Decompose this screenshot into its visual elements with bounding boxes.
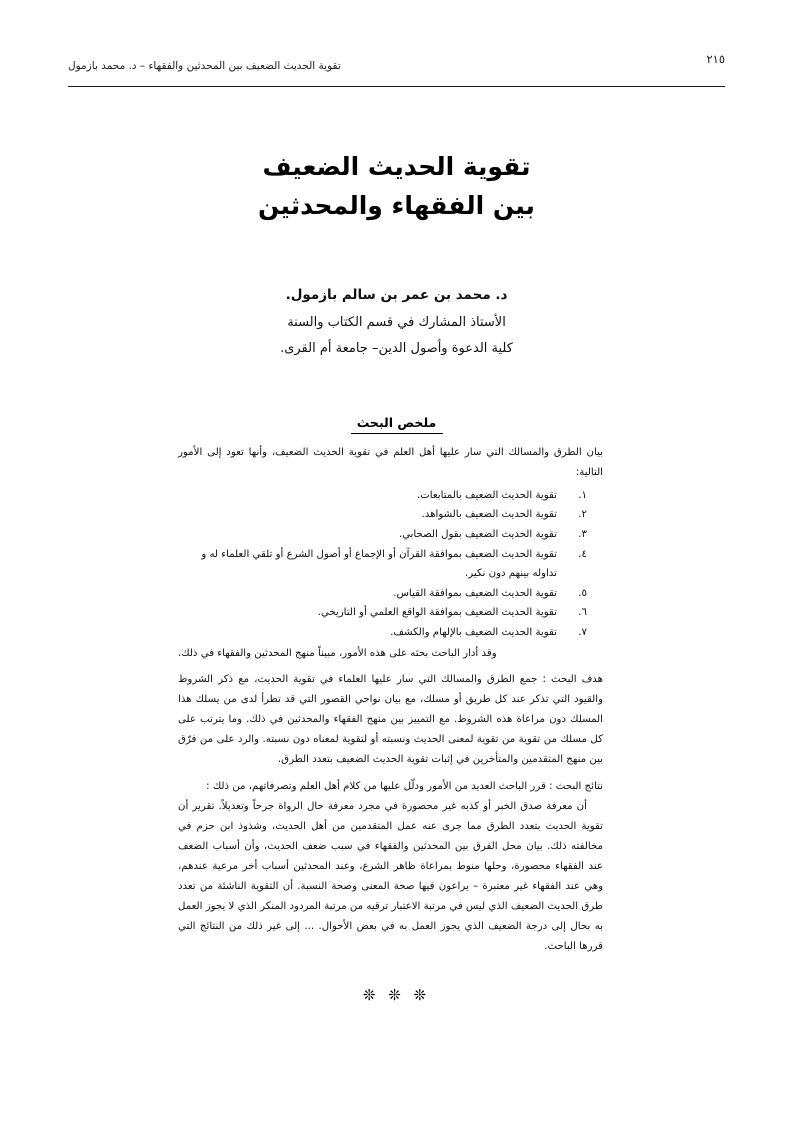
abstract-heading: ملخص البحث [351,415,443,434]
list-item [178,545,603,584]
list-item [178,486,603,506]
author-block [0,282,793,363]
list-text: تقوية الحديث الضعيف بالمتابعات. [416,489,557,501]
list-text: تقوية الحديث الضعيف بالشواهد. [421,509,557,521]
list-text: تقوية الحديث الضعيف بموافقة الواقع العلمي أو التاريخي. [317,607,557,619]
list-text: تقوية الحديث الضعيف بموافقة القياس. [393,587,557,599]
list-marker: ٢. [578,509,587,521]
header-rule [68,86,725,87]
results-intro: نتائج البحث : قرر الباحث العديد من الأمور ودلّل عليها من كلام أهل العلم وتصرفاتهم، من ذلك : [206,781,603,793]
abstract-methods-list [178,486,603,643]
list-marker: ٥. [578,587,587,599]
list-marker: ٦. [578,607,587,619]
list-marker: ٧. [578,626,587,638]
list-item [178,603,603,623]
abstract-heading-wrap [0,412,793,434]
goal-paragraph: هدف البحث : جمع الطرق والمسالك التي سار عليها العلماء في تقوية الحديث، مع ذكر الشروط والقيود التي تذكر عند كل طريق أو مسلك، مع بيان نواحي القصور التي قد تطرأ لدى من يسلك هذا المسلك دون مراعاة هذه الشروط. مع التمييز بين منهج الفقهاء والمحدثين في ذلك. وما يترتب على كل مسلك من تقوية من تقوية لمعنى الحديث ونسبته أو لتقوية لمعناه دون نسبته. والرد على من فرّق بين منهج المتقدمين والمتأخرين في إثبات تقوية الحديث الضعيف بتعدد الطرق. [178,674,603,766]
author-rank: الأستاذ المشارك في قسم الكتاب والسنة [287,314,506,330]
page-title [0,148,793,226]
list-item [178,505,603,525]
abstract-closing: وقد أدار الباحث بحثه على هذه الأمور، مبيناً منهج المحدثين والفقهاء في ذلك. [178,648,497,660]
author-name: د. محمد بن عمر بن سالم بازمول. [285,287,508,303]
author-affiliation: كلية الدعوة وأصول الدين– جامعة أم القرى. [280,341,513,357]
body-content [178,443,603,957]
floral-ornament-icon: ❊ ❊ ❊ [362,986,431,1004]
page-number: ٢١٥ [706,52,725,66]
list-text: تقوية الحديث الضعيف بالإلهام والكشف. [390,626,557,638]
list-text: تقوية الحديث الضعيف بموافقة القرآن أو الإجماع أو أصول الشرع أو تلقي العلماء له و تداوله بينهم دون نكير. [201,548,557,580]
spacer [178,770,603,777]
list-item [178,525,603,545]
title-line-2: بين الفقهاء والمحدثين [258,190,535,220]
abstract-intro: بيان الطرق والمسالك التي سار عليها أهل العلم في تقوية الحديث الضعيف، وأنها تعود إلى الأمور التالية: [178,447,603,478]
running-header [68,52,725,86]
title-line-1: تقوية الحديث الضعيف [262,152,531,181]
list-marker: ٣. [578,528,587,540]
list-text: تقوية الحديث الضعيف بقول الصحابي. [398,528,557,540]
results-detail: أن معرفة صدق الخبر أو كذبه غير محصورة في مجرد معرفة حال الرواة جرحاً وتعديلاً. تقرير أن تقوية الحديث بتعدد الطرق مما جرى عنه عمل المتقدمين من أهل الحديث، وشذوذ ابن حزم في مخالفته ذلك. بيان محل الفرق بين المحدثين والفقهاء في سبب ضعف الحديث، وأن أسباب الضعف عند الفقهاء محصورة، وحلها منوط بمراعاة ظاهر الشرع، وعند المحدثين أسباب أخر مرعية عندهم، وهي عند الفقهاء غير معتبرة – يراعون فيها صحة المعنى وصحة النسبة. أن التقوية الناشئة من تعدد طرق الحديث الضعيف الذي ليس في مرتبة الاعتبار ترقيه من مرتبة المردود المنكر الذي لا يجوز العمل به بحال إلى درجة الضعيف الذي يجوز العمل به في بعض الأحوال. ... إلى غير ذلك من النتائج التي قررها الباحث. [178,801,603,953]
list-item [178,623,603,643]
list-marker: ٤. [578,548,587,560]
list-item [178,584,603,604]
list-marker: ١. [578,489,587,501]
header-running-title: تقوية الحديث الضعيف بين المحدثين والفقهاء – د. محمد بازمول [68,60,341,72]
